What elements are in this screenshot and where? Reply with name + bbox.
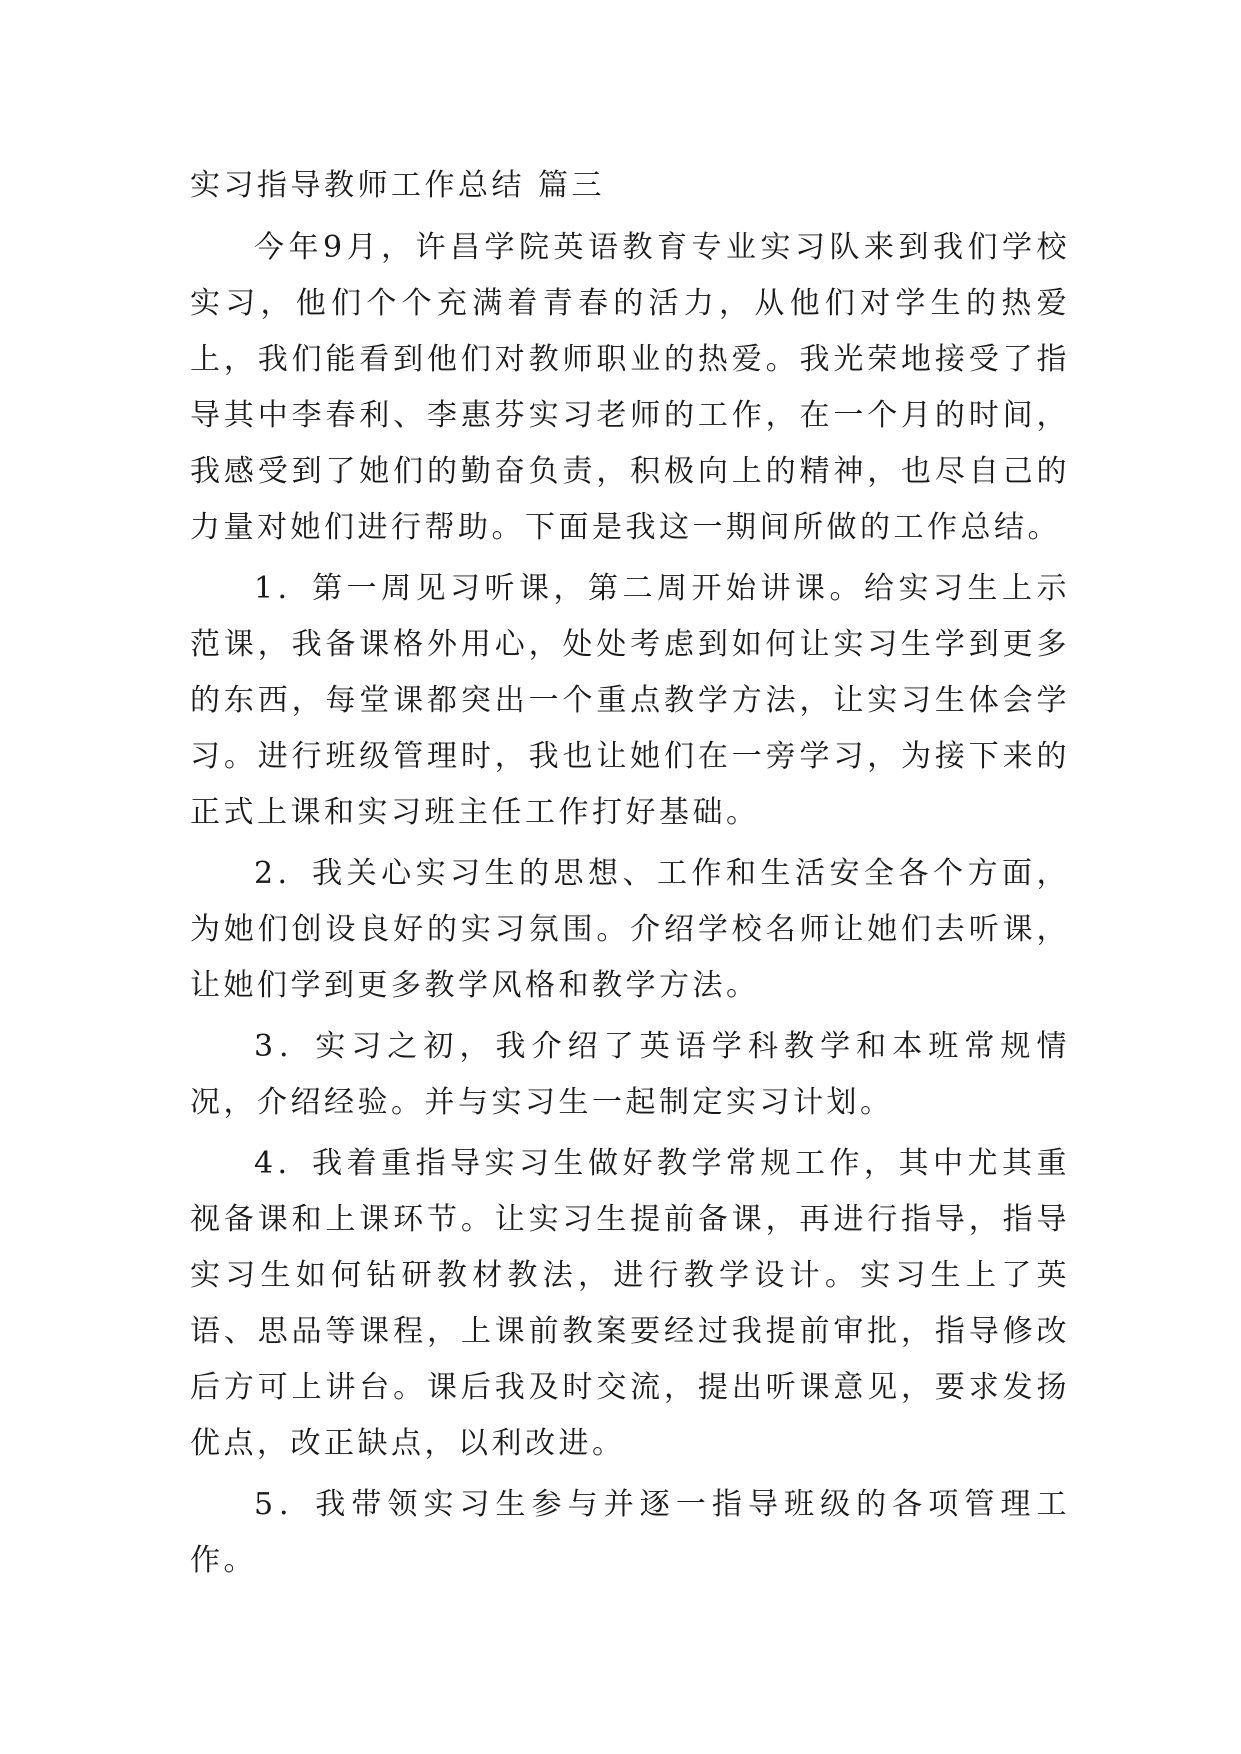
paragraph-intro: 今年9月，许昌学院英语教育专业实习队来到我们学校实习，他们个个充满着青春的活力，从他们对学生的热爱上，我们能看到他们对教师职业的热爱。我光荣地接受了指导其中李春利、李惠芬实习老师的工作，在一个月的时间，我感受到了她们的勤奋负责，积极向上的精神，也尽自己的力量对她们进行帮助。下面是我这一期间所做的工作总结。 — [190, 230, 1070, 545]
paragraph-item-5: 5．我带领实习生参与并逐一指导班级的各项管理工作。 — [190, 1487, 1070, 1578]
paragraph-item-3: 3．实习之初，我介绍了英语学科教学和本班常规情况，介绍经验。并与实习生一起制定实习计划。 — [190, 1029, 1070, 1120]
document-body — [190, 158, 1070, 1594]
paragraph-item-1: 1．第一周见习听课，第二周开始讲课。给实习生上示范课，我备课格外用心，处处考虑到如何让实习生学到更多的东西，每堂课都突出一个重点教学方法，让实习生体会学习。进行班级管理时，我也让她们在一旁学习，为接下来的正式上课和实习班主任工作打好基础。 — [190, 571, 1070, 830]
paragraph-item-4: 4．我着重指导实习生做好教学常规工作，其中尤其重视备课和上课环节。让实习生提前备课，再进行指导，指导实习生如何钻研教材教法，进行教学设计。实习生上了英语、思品等课程，上课前教案要经过我提前审批，指导修改后方可上讲台。课后我及时交流，提出听课意见，要求发扬优点，改正缺点，以利改进。 — [190, 1146, 1070, 1461]
paragraph-item-2: 2．我关心实习生的思想、工作和生活安全各个方面，为她们创设良好的实习氛围。介绍学校名师让她们去听课，让她们学到更多教学风格和教学方法。 — [190, 856, 1070, 1003]
document-title: 实习指导教师工作总结 篇三 — [190, 168, 606, 203]
